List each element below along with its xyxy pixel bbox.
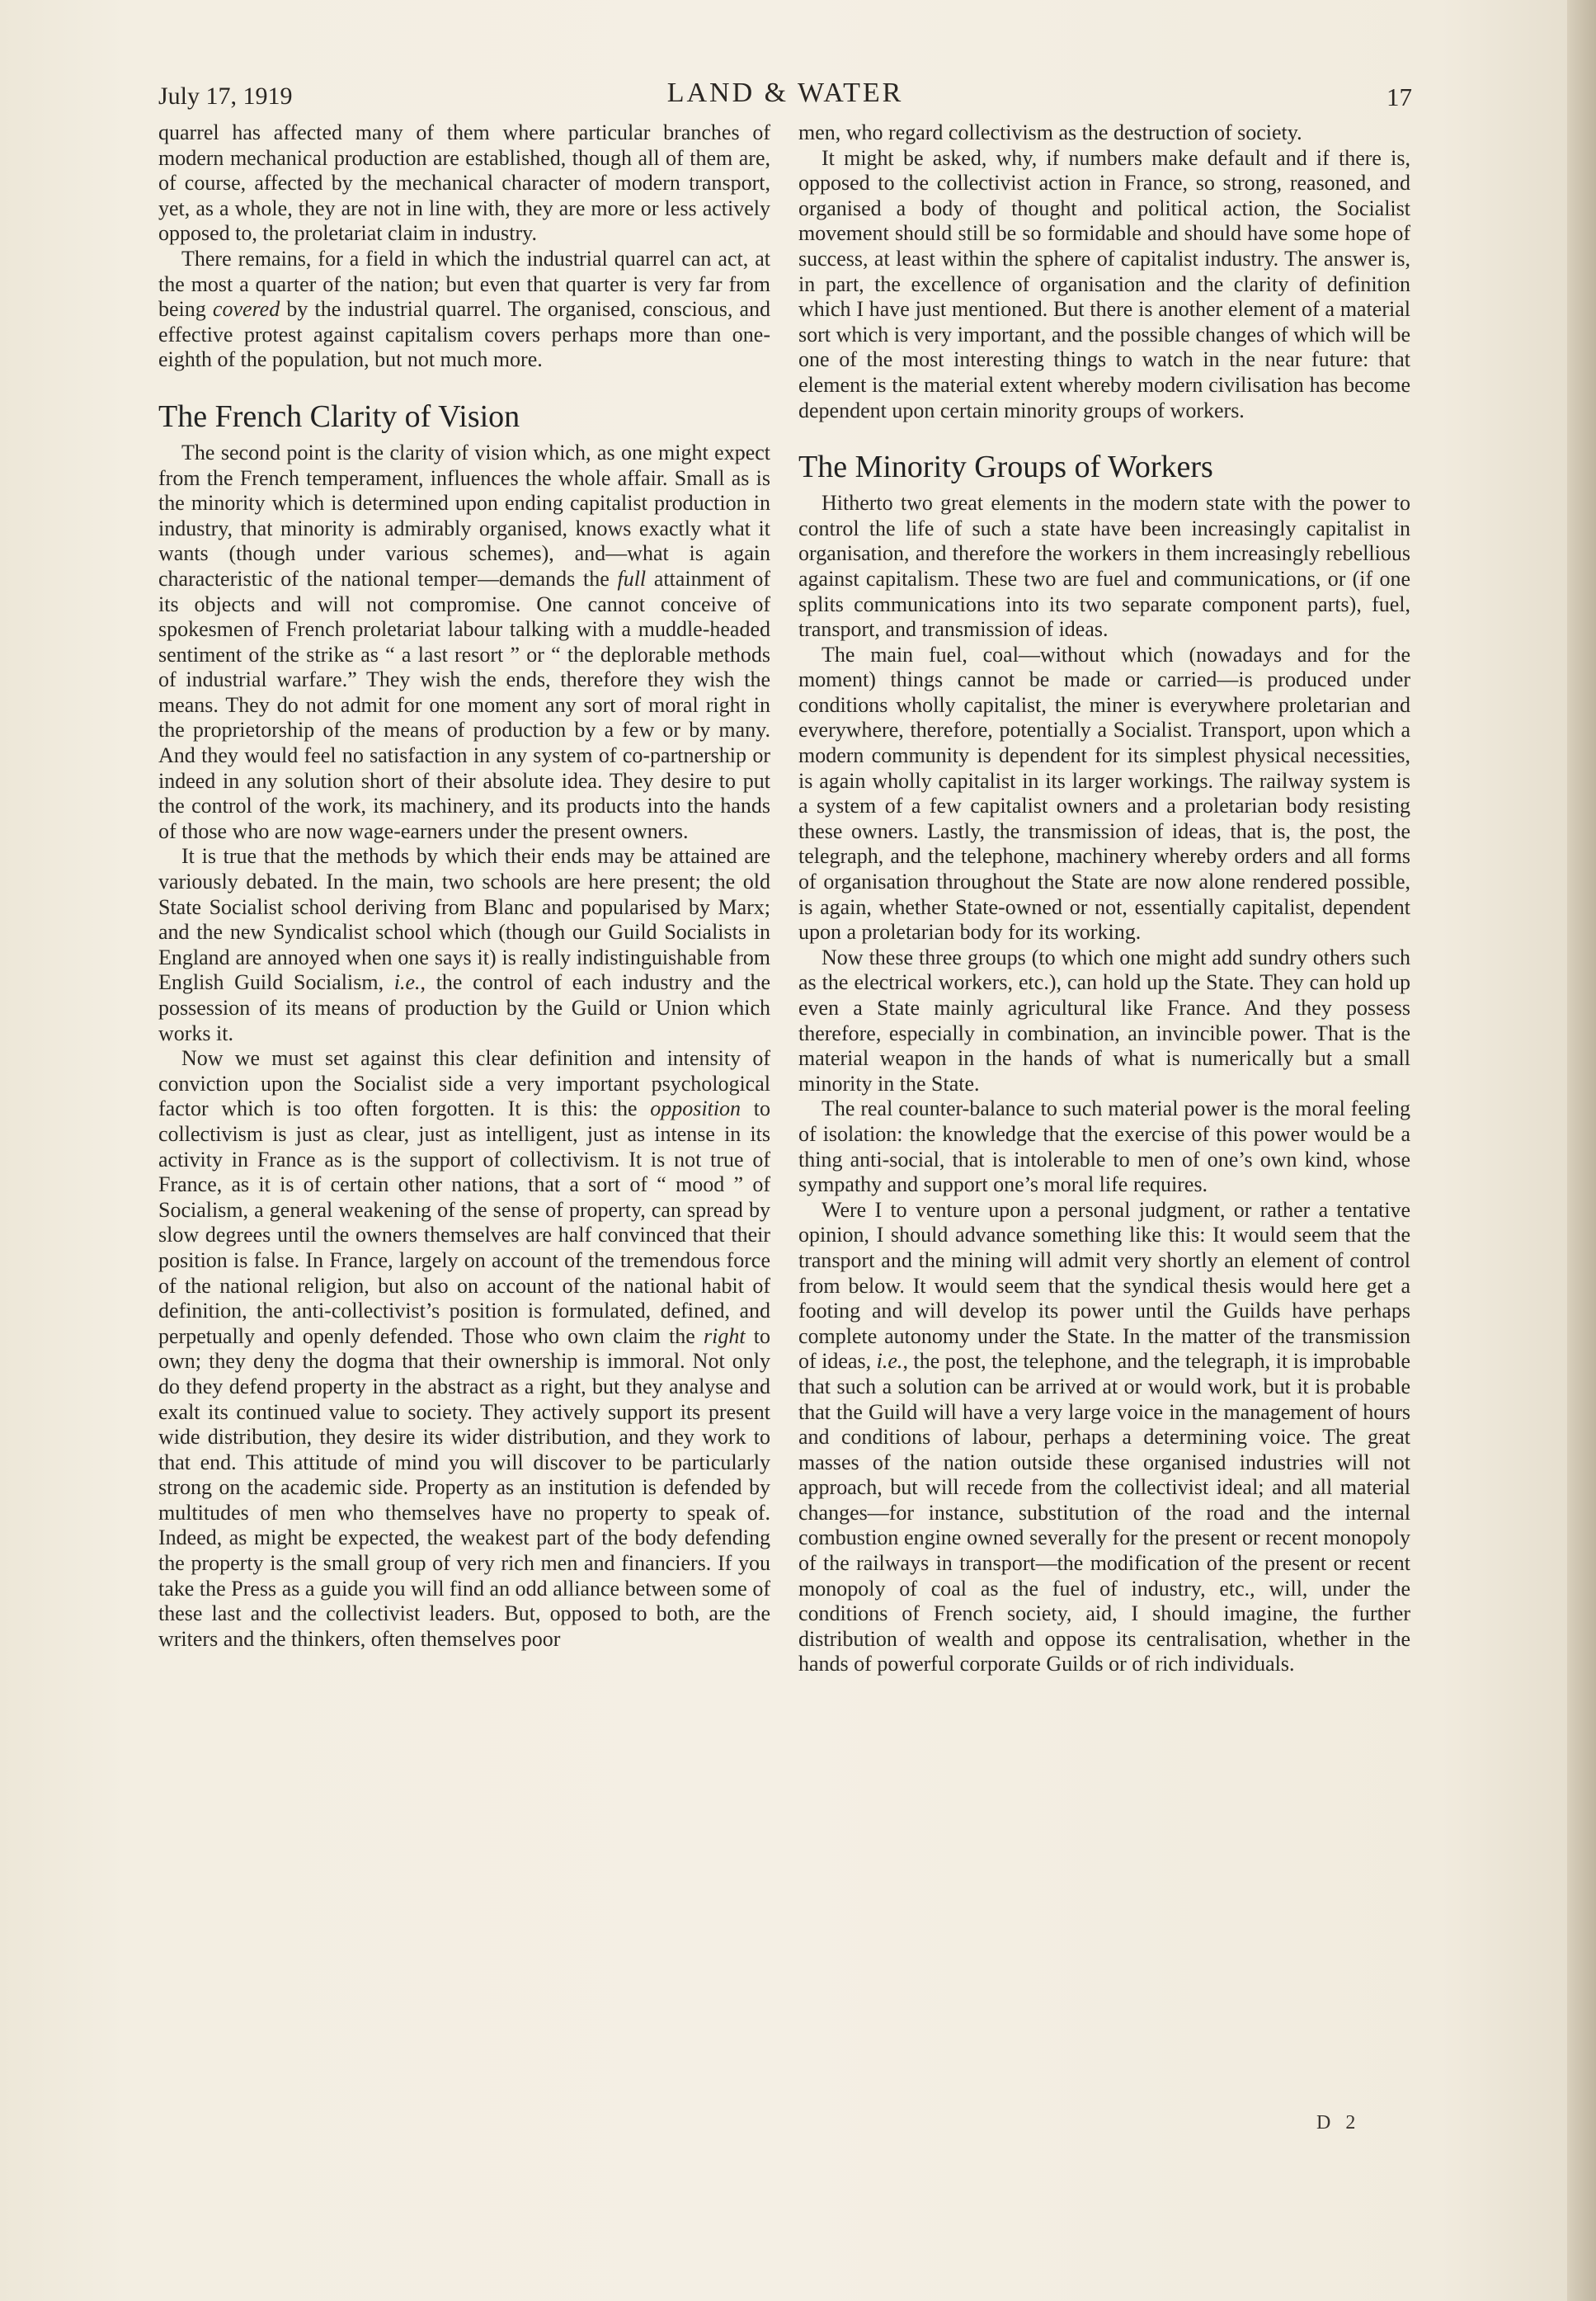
paragraph: The real counter-balance to such material power is the moral feeling of isolation: the knowledge that the exercise of this power would be a thing anti-social, that is intolerable to men of one’s own kind, whose sympathy and support one’s moral life requires. [798, 1096, 1410, 1197]
page-number: 17 [1386, 83, 1412, 111]
paragraph: The second point is the clarity of vision which, as one might expect from the French temperament, influences the whole affair. Small as is the minority which is determined upon ending capitalist production in industry, that minority is admirably organised, knows exactly what it wants (though under various schemes), and—what is again characteristic of the national temper—demands the full attainment of its objects and will not compromise. One cannot conceive of spokesmen of French proletariat labour talking with a muddle-headed sentiment of the strike as “ a last resort ” or “ the deplorable methods of industrial warfare.” They wish the ends, therefore they wish the means. They do not admit for one moment any sort of moral right in the proprietorship of the means of production by a few or by many. And they would feel no satisfaction in any system of co-partnership or indeed in any solution short of their absolute idea. They desire to put the control of the work, its machinery, and its products into the hands of those who are now wage-earners under the present owners. [158, 440, 770, 843]
paragraph: It is true that the methods by which their ends may be attained are variously debated. In the main, two schools are here present; the old State Socialist school deriving from Blanc and popularised by Marx; and the new Syndicalist school which (though our Guild Socialists in England are annoyed when one says it) is really indistinguishable from English Guild Socialism, i.e., the control of each industry and the possession of its means of production by the Guild or Union which works it. [158, 844, 770, 1045]
page-edge [1567, 0, 1596, 2301]
right-column [798, 120, 1410, 1677]
paragraph: men, who regard collectivism as the destruction of society. [798, 120, 1302, 144]
paragraph: Were I to venture upon a personal judgment, or rather a tentative opinion, I should advance something like this: It would seem that the transport and the mining will admit very shortly an element of control from below. It would seem that the syndical thesis would here get a footing and will develop its power until the Guilds have perhaps complete autonomy under the State. In the matter of the transmission of ideas, i.e., the post, the telephone, and the telegraph, it is improbable that such a solution can be arrived at or would work, but it is probable that the Guild will have a very large voice in the management of hours and conditions of labour, perhaps a determining voice. The great masses of the nation outside these organised industries will not approach, but will recede from the collectivist ideal; and all material changes—for instance, substitution of the road and the internal combustion engine owned severally for the present or recent monopoly of the railways in transport—the modification of the present or recent monopoly of coal as the fuel of industry, etc., will, under the conditions of French society, aid, I should imagine, the further distribution of wealth and oppose its centralisation, whether in the hands of powerful corporate Guilds or of rich individuals. [798, 1197, 1410, 1676]
paragraph: It might be asked, why, if numbers make default and if there is, opposed to the collectivist action in France, so strong, reasoned, and organised a body of thought and political action, the Socialist movement should still be so formidable and should have some hope of success, at least within the sphere of capitalist industry. The answer is, in part, the excellence of organisation and the clarity of definition which I have just mentioned. But there is another element of a material sort which is very important, and the possible changes of which will be one of the most interesting things to watch in the near future: that element is the material extent whereby modern civilisation has become dependent upon certain minority groups of workers. [798, 145, 1410, 422]
issue-date: July 17, 1919 [158, 83, 293, 110]
signature-mark: D 2 [1316, 2112, 1361, 2134]
paragraph: Now these three groups (to which one might add sundry others such as the electrical workers, etc.), can hold up the State. They can hold up even a State mainly agricultural like France. And they possess therefore, especially in combination, an invincible power. That is the material weapon in the hands of what is numerically but a small minority in the State. [798, 945, 1410, 1096]
magazine-title: LAND & WATER [666, 78, 904, 108]
left-column [158, 120, 770, 1652]
paragraph: There remains, for a field in which the industrial quarrel can act, at the most a quarter of the nation; but even that quarter is very far from being covered by the industrial quarrel. The organised, conscious, and effective protest against capitalism covers perhaps more than one-eighth of the population, but not much more. [158, 246, 770, 372]
running-head [158, 78, 1412, 119]
section-heading: The French Clarity of Vision [158, 398, 520, 434]
section-heading: The Minority Groups of Workers [798, 450, 1213, 485]
paragraph: Now we must set against this clear definition and intensity of conviction upon the Socialist side a very important psychological factor which is too often forgotten. It is this: the opposition to collectivism is just as clear, just as intelligent, just as intense in its activity in France as is the support of collectivism. It is not true of France, as it is of certain other nations, that a sort of “ mood ” of Socialism, a general weakening of the sense of property, can spread by slow degrees until the owners themselves are half convinced that their position is false. In France, largely on account of the tremendous force of the national religion, but also on account of the national habit of definition, the anti-collectivist’s position is formulated, defined, and perpetually and openly defended. Those who own claim the right to own; they deny the dogma that their ownership is immoral. Not only do they defend property in the abstract as a right, but they analyse and exalt its continued value to society. They actively support its present wide distribution, they desire its wider distribution, and they work to that end. This attitude of mind you will discover to be particularly strong on the academic side. Property as an institution is defended by multitudes of men who themselves have no property to speak of. Indeed, as might be expected, the weakest part of the body defending the property is the small group of very rich men and financiers. If you take the Press as a guide you will find an odd alliance between some of these last and the collectivist leaders. But, opposed to both, are the writers and the thinkers, often themselves poor [158, 1046, 770, 1651]
paragraph: Hitherto two great elements in the modern state with the power to control the life of such a state have been increasingly capitalist in organisation, and therefore the workers in them increasingly rebellious against capitalism. These two are fuel and communications, or (if one splits communications into its two separate component parts), fuel, transport, and transmission of ideas. [798, 491, 1410, 642]
paragraph: quarrel has affected many of them where particular branches of modern mechanical production are established, though all of them are, of course, affected by the mechanical character of modern transport, yet, as a whole, they are not in line with, they are more or less actively opposed to, the proletariat claim in industry. [158, 120, 770, 246]
paragraph: The main fuel, coal—without which (nowadays and for the moment) things cannot be made or carried—is produced under conditions wholly capitalist, the miner is everywhere proletarian and everywhere, therefore, potentially a Socialist. Transport, upon which a modern community is dependent for its simplest physical necessities, is again wholly capitalist in its larger workings. The railway system is a system of a few capitalist owners and a proletarian body resisting these owners. Lastly, the transmission of ideas, that is, the post, the telegraph, and the telephone, machinery whereby orders and all forms of organisation throughout the State are now alone rendered possible, is again, whether State-owned or not, essentially capitalist, dependent upon a proletarian body for its working. [798, 642, 1410, 945]
